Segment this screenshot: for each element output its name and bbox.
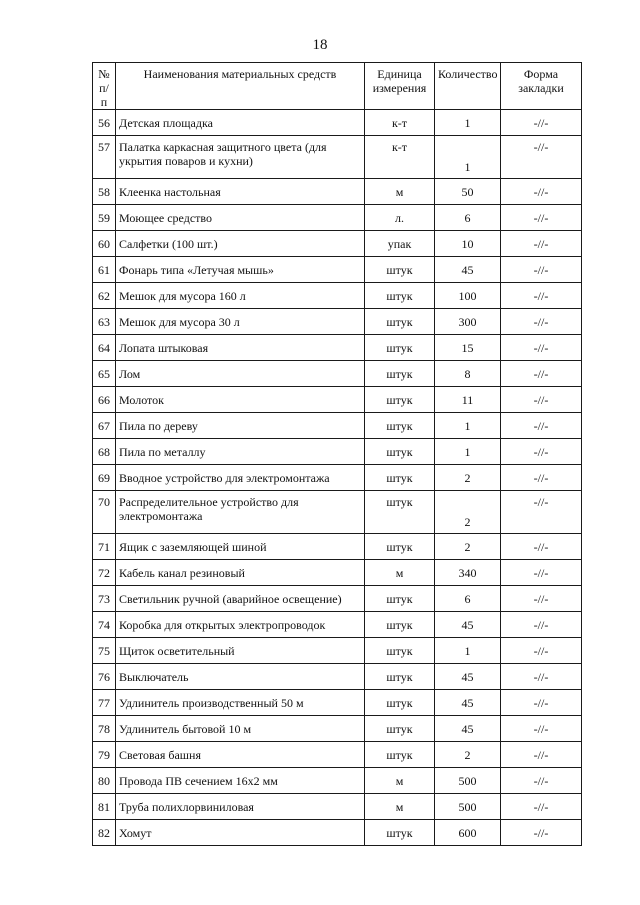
row-number-cell: 77 xyxy=(93,690,116,716)
item-name-cell: Вводное устройство для электромонтажа xyxy=(116,465,365,491)
unit-of-measure-cell: штук xyxy=(365,491,435,534)
storage-form-cell: -//- xyxy=(501,465,582,491)
unit-of-measure-cell: л. xyxy=(365,205,435,231)
storage-form-cell: -//- xyxy=(501,439,582,465)
storage-form-cell: -//- xyxy=(501,716,582,742)
storage-form-cell: -//- xyxy=(501,309,582,335)
item-name-cell: Провода ПВ сечением 16х2 мм xyxy=(116,768,365,794)
row-number-cell: 68 xyxy=(93,439,116,465)
quantity-cell: 2 xyxy=(435,465,501,491)
table-row xyxy=(93,690,582,716)
row-number-cell: 79 xyxy=(93,742,116,768)
quantity-cell: 100 xyxy=(435,283,501,309)
item-name-cell: Коробка для открытых электропроводок xyxy=(116,612,365,638)
storage-form-cell: -//- xyxy=(501,664,582,690)
storage-form-cell: -//- xyxy=(501,136,582,179)
unit-of-measure-cell: штук xyxy=(365,638,435,664)
unit-of-measure-cell: м xyxy=(365,768,435,794)
row-number-cell: 69 xyxy=(93,465,116,491)
row-number-cell: 81 xyxy=(93,794,116,820)
table-row xyxy=(93,465,582,491)
quantity-cell: 1 xyxy=(435,413,501,439)
item-name-cell: Фонарь типа «Летучая мышь» xyxy=(116,257,365,283)
unit-of-measure-cell: штук xyxy=(365,257,435,283)
storage-form-cell: -//- xyxy=(501,742,582,768)
row-number-cell: 60 xyxy=(93,231,116,257)
quantity-cell: 45 xyxy=(435,716,501,742)
row-number-cell: 71 xyxy=(93,534,116,560)
table-row xyxy=(93,768,582,794)
storage-form-cell: -//- xyxy=(501,205,582,231)
table-row xyxy=(93,205,582,231)
header-unit: Единица измерения xyxy=(365,63,435,110)
item-name-cell: Световая башня xyxy=(116,742,365,768)
unit-of-measure-cell: штук xyxy=(365,716,435,742)
table-row xyxy=(93,664,582,690)
unit-of-measure-cell: штук xyxy=(365,465,435,491)
header-form: Форма закладки xyxy=(501,63,582,110)
unit-of-measure-cell: штук xyxy=(365,361,435,387)
unit-of-measure-cell: к-т xyxy=(365,136,435,179)
item-name-cell: Мешок для мусора 30 л xyxy=(116,309,365,335)
row-number-cell: 80 xyxy=(93,768,116,794)
row-number-cell: 72 xyxy=(93,560,116,586)
storage-form-cell: -//- xyxy=(501,387,582,413)
item-name-cell: Хомут xyxy=(116,820,365,846)
quantity-cell: 45 xyxy=(435,664,501,690)
storage-form-cell: -//- xyxy=(501,560,582,586)
item-name-cell: Труба полихлорвиниловая xyxy=(116,794,365,820)
row-number-cell: 64 xyxy=(93,335,116,361)
item-name-cell: Пила по металлу xyxy=(116,439,365,465)
item-name-cell: Удлинитель производственный 50 м xyxy=(116,690,365,716)
table-row xyxy=(93,309,582,335)
quantity-cell: 1 xyxy=(435,439,501,465)
quantity-cell: 340 xyxy=(435,560,501,586)
table-row xyxy=(93,136,582,179)
table-row xyxy=(93,716,582,742)
unit-of-measure-cell: штук xyxy=(365,309,435,335)
storage-form-cell: -//- xyxy=(501,361,582,387)
table-row xyxy=(93,794,582,820)
unit-of-measure-cell: упак xyxy=(365,231,435,257)
table-row xyxy=(93,231,582,257)
item-name-cell: Лом xyxy=(116,361,365,387)
storage-form-cell: -//- xyxy=(501,335,582,361)
item-name-cell: Мешок для мусора 160 л xyxy=(116,283,365,309)
item-name-cell: Выключатель xyxy=(116,664,365,690)
unit-of-measure-cell: штук xyxy=(365,690,435,716)
storage-form-cell: -//- xyxy=(501,491,582,534)
storage-form-cell: -//- xyxy=(501,534,582,560)
materials-table xyxy=(92,62,582,846)
storage-form-cell: -//- xyxy=(501,586,582,612)
item-name-cell: Удлинитель бытовой 10 м xyxy=(116,716,365,742)
storage-form-cell: -//- xyxy=(501,283,582,309)
unit-of-measure-cell: м xyxy=(365,794,435,820)
header-name: Наименования материальных средств xyxy=(116,63,365,110)
item-name-cell: Пила по дереву xyxy=(116,413,365,439)
item-name-cell: Кабель канал резиновый xyxy=(116,560,365,586)
table-row xyxy=(93,257,582,283)
row-number-cell: 65 xyxy=(93,361,116,387)
item-name-cell: Щиток осветительный xyxy=(116,638,365,664)
quantity-cell: 10 xyxy=(435,231,501,257)
quantity-cell: 45 xyxy=(435,612,501,638)
quantity-cell: 6 xyxy=(435,205,501,231)
table-row xyxy=(93,638,582,664)
unit-of-measure-cell: штук xyxy=(365,387,435,413)
table-row xyxy=(93,742,582,768)
header-num: № п/п xyxy=(93,63,116,110)
quantity-cell: 2 xyxy=(435,534,501,560)
row-number-cell: 61 xyxy=(93,257,116,283)
row-number-cell: 57 xyxy=(93,136,116,179)
storage-form-cell: -//- xyxy=(501,257,582,283)
table-row xyxy=(93,820,582,846)
page-number: 18 xyxy=(312,37,328,53)
quantity-cell: 1 xyxy=(435,638,501,664)
table-row xyxy=(93,586,582,612)
storage-form-cell: -//- xyxy=(501,413,582,439)
quantity-cell: 8 xyxy=(435,361,501,387)
table-row xyxy=(93,335,582,361)
item-name-cell: Моющее средство xyxy=(116,205,365,231)
storage-form-cell: -//- xyxy=(501,110,582,136)
item-name-cell: Клеенка настольная xyxy=(116,179,365,205)
item-name-cell: Детская площадка xyxy=(116,110,365,136)
item-name-cell: Салфетки (100 шт.) xyxy=(116,231,365,257)
unit-of-measure-cell: штук xyxy=(365,439,435,465)
unit-of-measure-cell: штук xyxy=(365,283,435,309)
unit-of-measure-cell: к-т xyxy=(365,110,435,136)
row-number-cell: 73 xyxy=(93,586,116,612)
quantity-cell: 45 xyxy=(435,690,501,716)
quantity-cell: 2 xyxy=(435,742,501,768)
row-number-cell: 75 xyxy=(93,638,116,664)
table-row xyxy=(93,387,582,413)
row-number-cell: 58 xyxy=(93,179,116,205)
table-row xyxy=(93,439,582,465)
quantity-cell: 6 xyxy=(435,586,501,612)
row-number-cell: 76 xyxy=(93,664,116,690)
storage-form-cell: -//- xyxy=(501,179,582,205)
quantity-cell: 600 xyxy=(435,820,501,846)
item-name-cell: Палатка каркасная защитного цвета (для укрытия поваров и кухни) xyxy=(116,136,365,179)
unit-of-measure-cell: штук xyxy=(365,413,435,439)
item-name-cell: Распределительное устройство для электромонтажа xyxy=(116,491,365,534)
storage-form-cell: -//- xyxy=(501,820,582,846)
storage-form-cell: -//- xyxy=(501,231,582,257)
table-row xyxy=(93,361,582,387)
quantity-cell: 2 xyxy=(435,491,501,534)
unit-of-measure-cell: штук xyxy=(365,742,435,768)
storage-form-cell: -//- xyxy=(501,612,582,638)
table-row xyxy=(93,110,582,136)
unit-of-measure-cell: штук xyxy=(365,335,435,361)
header-quantity: Количество xyxy=(435,63,501,110)
table-row xyxy=(93,534,582,560)
row-number-cell: 67 xyxy=(93,413,116,439)
unit-of-measure-cell: штук xyxy=(365,664,435,690)
item-name-cell: Светильник ручной (аварийное освещение) xyxy=(116,586,365,612)
unit-of-measure-cell: штук xyxy=(365,612,435,638)
row-number-cell: 59 xyxy=(93,205,116,231)
quantity-cell: 11 xyxy=(435,387,501,413)
table-row xyxy=(93,612,582,638)
quantity-cell: 45 xyxy=(435,257,501,283)
table-row xyxy=(93,413,582,439)
storage-form-cell: -//- xyxy=(501,638,582,664)
row-number-cell: 56 xyxy=(93,110,116,136)
quantity-cell: 1 xyxy=(435,136,501,179)
quantity-cell: 300 xyxy=(435,309,501,335)
quantity-cell: 500 xyxy=(435,794,501,820)
unit-of-measure-cell: штук xyxy=(365,820,435,846)
item-name-cell: Ящик с заземляющей шиной xyxy=(116,534,365,560)
quantity-cell: 500 xyxy=(435,768,501,794)
row-number-cell: 62 xyxy=(93,283,116,309)
table-body xyxy=(93,110,582,846)
quantity-cell: 1 xyxy=(435,110,501,136)
storage-form-cell: -//- xyxy=(501,690,582,716)
row-number-cell: 63 xyxy=(93,309,116,335)
quantity-cell: 50 xyxy=(435,179,501,205)
row-number-cell: 70 xyxy=(93,491,116,534)
quantity-cell: 15 xyxy=(435,335,501,361)
row-number-cell: 82 xyxy=(93,820,116,846)
table-row xyxy=(93,283,582,309)
storage-form-cell: -//- xyxy=(501,794,582,820)
item-name-cell: Молоток xyxy=(116,387,365,413)
unit-of-measure-cell: штук xyxy=(365,534,435,560)
table-row xyxy=(93,560,582,586)
table-row xyxy=(93,491,582,534)
unit-of-measure-cell: м xyxy=(365,179,435,205)
storage-form-cell: -//- xyxy=(501,768,582,794)
table-row xyxy=(93,179,582,205)
unit-of-measure-cell: штук xyxy=(365,586,435,612)
row-number-cell: 74 xyxy=(93,612,116,638)
row-number-cell: 78 xyxy=(93,716,116,742)
row-number-cell: 66 xyxy=(93,387,116,413)
unit-of-measure-cell: м xyxy=(365,560,435,586)
table-header-row xyxy=(93,63,582,110)
item-name-cell: Лопата штыковая xyxy=(116,335,365,361)
